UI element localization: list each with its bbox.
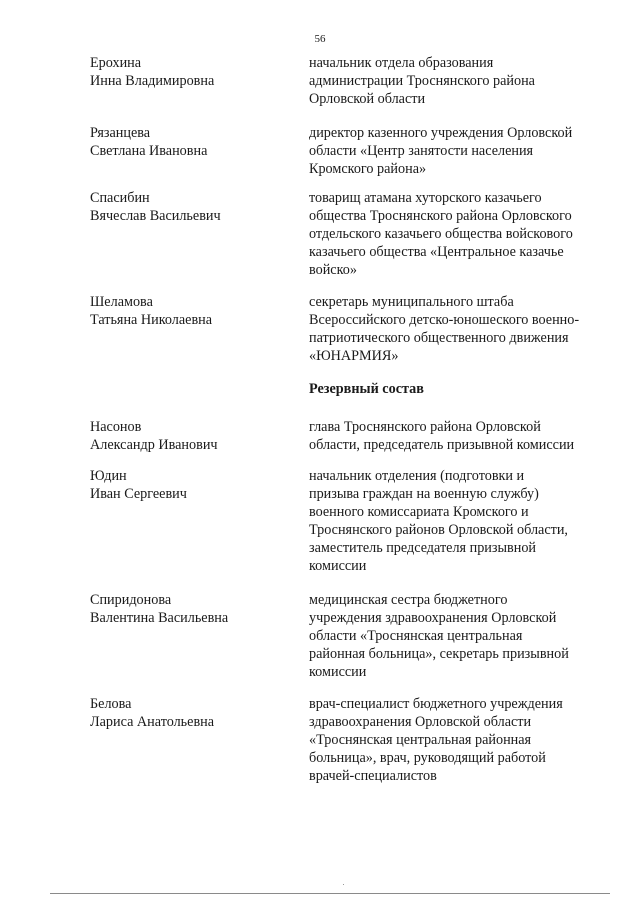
position-line: «ЮНАРМИЯ» (309, 348, 399, 364)
position-line: учреждения здравоохранения Орловской (309, 610, 557, 626)
position-line: врачей-специалистов (309, 768, 437, 784)
position-line: области «Центр занятости населения (309, 143, 534, 159)
member-name (90, 418, 290, 454)
position-line: казачьего общества «Центральное казачье (309, 244, 564, 260)
page-bottom-rule (50, 893, 610, 894)
position-line: Троснянского районов Орловской области, (309, 522, 568, 538)
position-line: директор казенного учреждения Орловской (309, 125, 573, 141)
given-names: Инна Владимировна (90, 73, 215, 89)
member-position (309, 293, 609, 365)
member-name (90, 124, 290, 160)
surname: Спиридонова (90, 592, 172, 608)
position-line: призыва граждан на военную службу) (309, 486, 539, 502)
member-name (90, 293, 290, 329)
member-name (90, 695, 290, 731)
position-line: заместитель председателя призывной (309, 540, 536, 556)
position-line: патриотического общественного движения (309, 330, 569, 346)
position-line: здравоохранения Орловской области (309, 714, 532, 730)
member-name (90, 54, 290, 90)
position-line: области «Троснянская центральная (309, 628, 523, 644)
position-line: «Троснянская центральная районная (309, 732, 532, 748)
member-position (309, 418, 609, 454)
given-names: Иван Сергеевич (90, 486, 187, 502)
position-line: Орловской области (309, 91, 426, 107)
member-position (309, 189, 609, 279)
given-names: Лариса Анатольевна (90, 714, 215, 730)
member-position (309, 695, 609, 785)
surname: Насонов (90, 419, 142, 435)
member-position (309, 591, 609, 681)
position-line: области, председатель призывной комиссии (309, 437, 575, 453)
position-line: медицинская сестра бюджетного (309, 592, 508, 608)
position-line: комиссии (309, 558, 367, 574)
position-line: общества Троснянского района Орловского (309, 208, 572, 224)
member-name (90, 467, 290, 503)
position-line: комиссии (309, 664, 367, 680)
position-line: начальник отдела образования (309, 55, 494, 71)
surname: Белова (90, 696, 132, 712)
position-line: районная больница», секретарь призывной (309, 646, 569, 662)
member-position (309, 467, 609, 575)
position-line: секретарь муниципального штаба (309, 294, 514, 310)
page-number: 56 (314, 33, 326, 45)
surname: Юдин (90, 468, 127, 484)
given-names: Светлана Ивановна (90, 143, 208, 159)
given-names: Александр Иванович (90, 437, 218, 453)
scan-speck (343, 884, 344, 885)
member-position (309, 124, 609, 178)
position-line: Кромского района» (309, 161, 427, 177)
reserve-section-heading: Резервный состав (309, 381, 424, 397)
position-line: войско» (309, 262, 357, 278)
position-line: администрации Троснянского района (309, 73, 535, 89)
position-line: глава Троснянского района Орловской (309, 419, 541, 435)
position-line: врач-специалист бюджетного учреждения (309, 696, 563, 712)
member-name (90, 591, 290, 627)
given-names: Вячеслав Васильевич (90, 208, 221, 224)
position-line: военного комиссариата Кромского и (309, 504, 529, 520)
surname: Рязанцева (90, 125, 151, 141)
position-line: Всероссийского детско-юношеского военно- (309, 312, 580, 328)
surname: Шеламова (90, 294, 153, 310)
given-names: Татьяна Николаевна (90, 312, 213, 328)
surname: Ерохина (90, 55, 142, 71)
member-name (90, 189, 290, 225)
member-position (309, 54, 609, 108)
position-line: товарищ атамана хуторского казачьего (309, 190, 542, 206)
position-line: начальник отделения (подготовки и (309, 468, 525, 484)
surname: Спасибин (90, 190, 150, 206)
given-names: Валентина Васильевна (90, 610, 229, 626)
position-line: больница», врач, руководящий работой (309, 750, 546, 766)
position-line: отдельского казачьего общества войскового (309, 226, 573, 242)
